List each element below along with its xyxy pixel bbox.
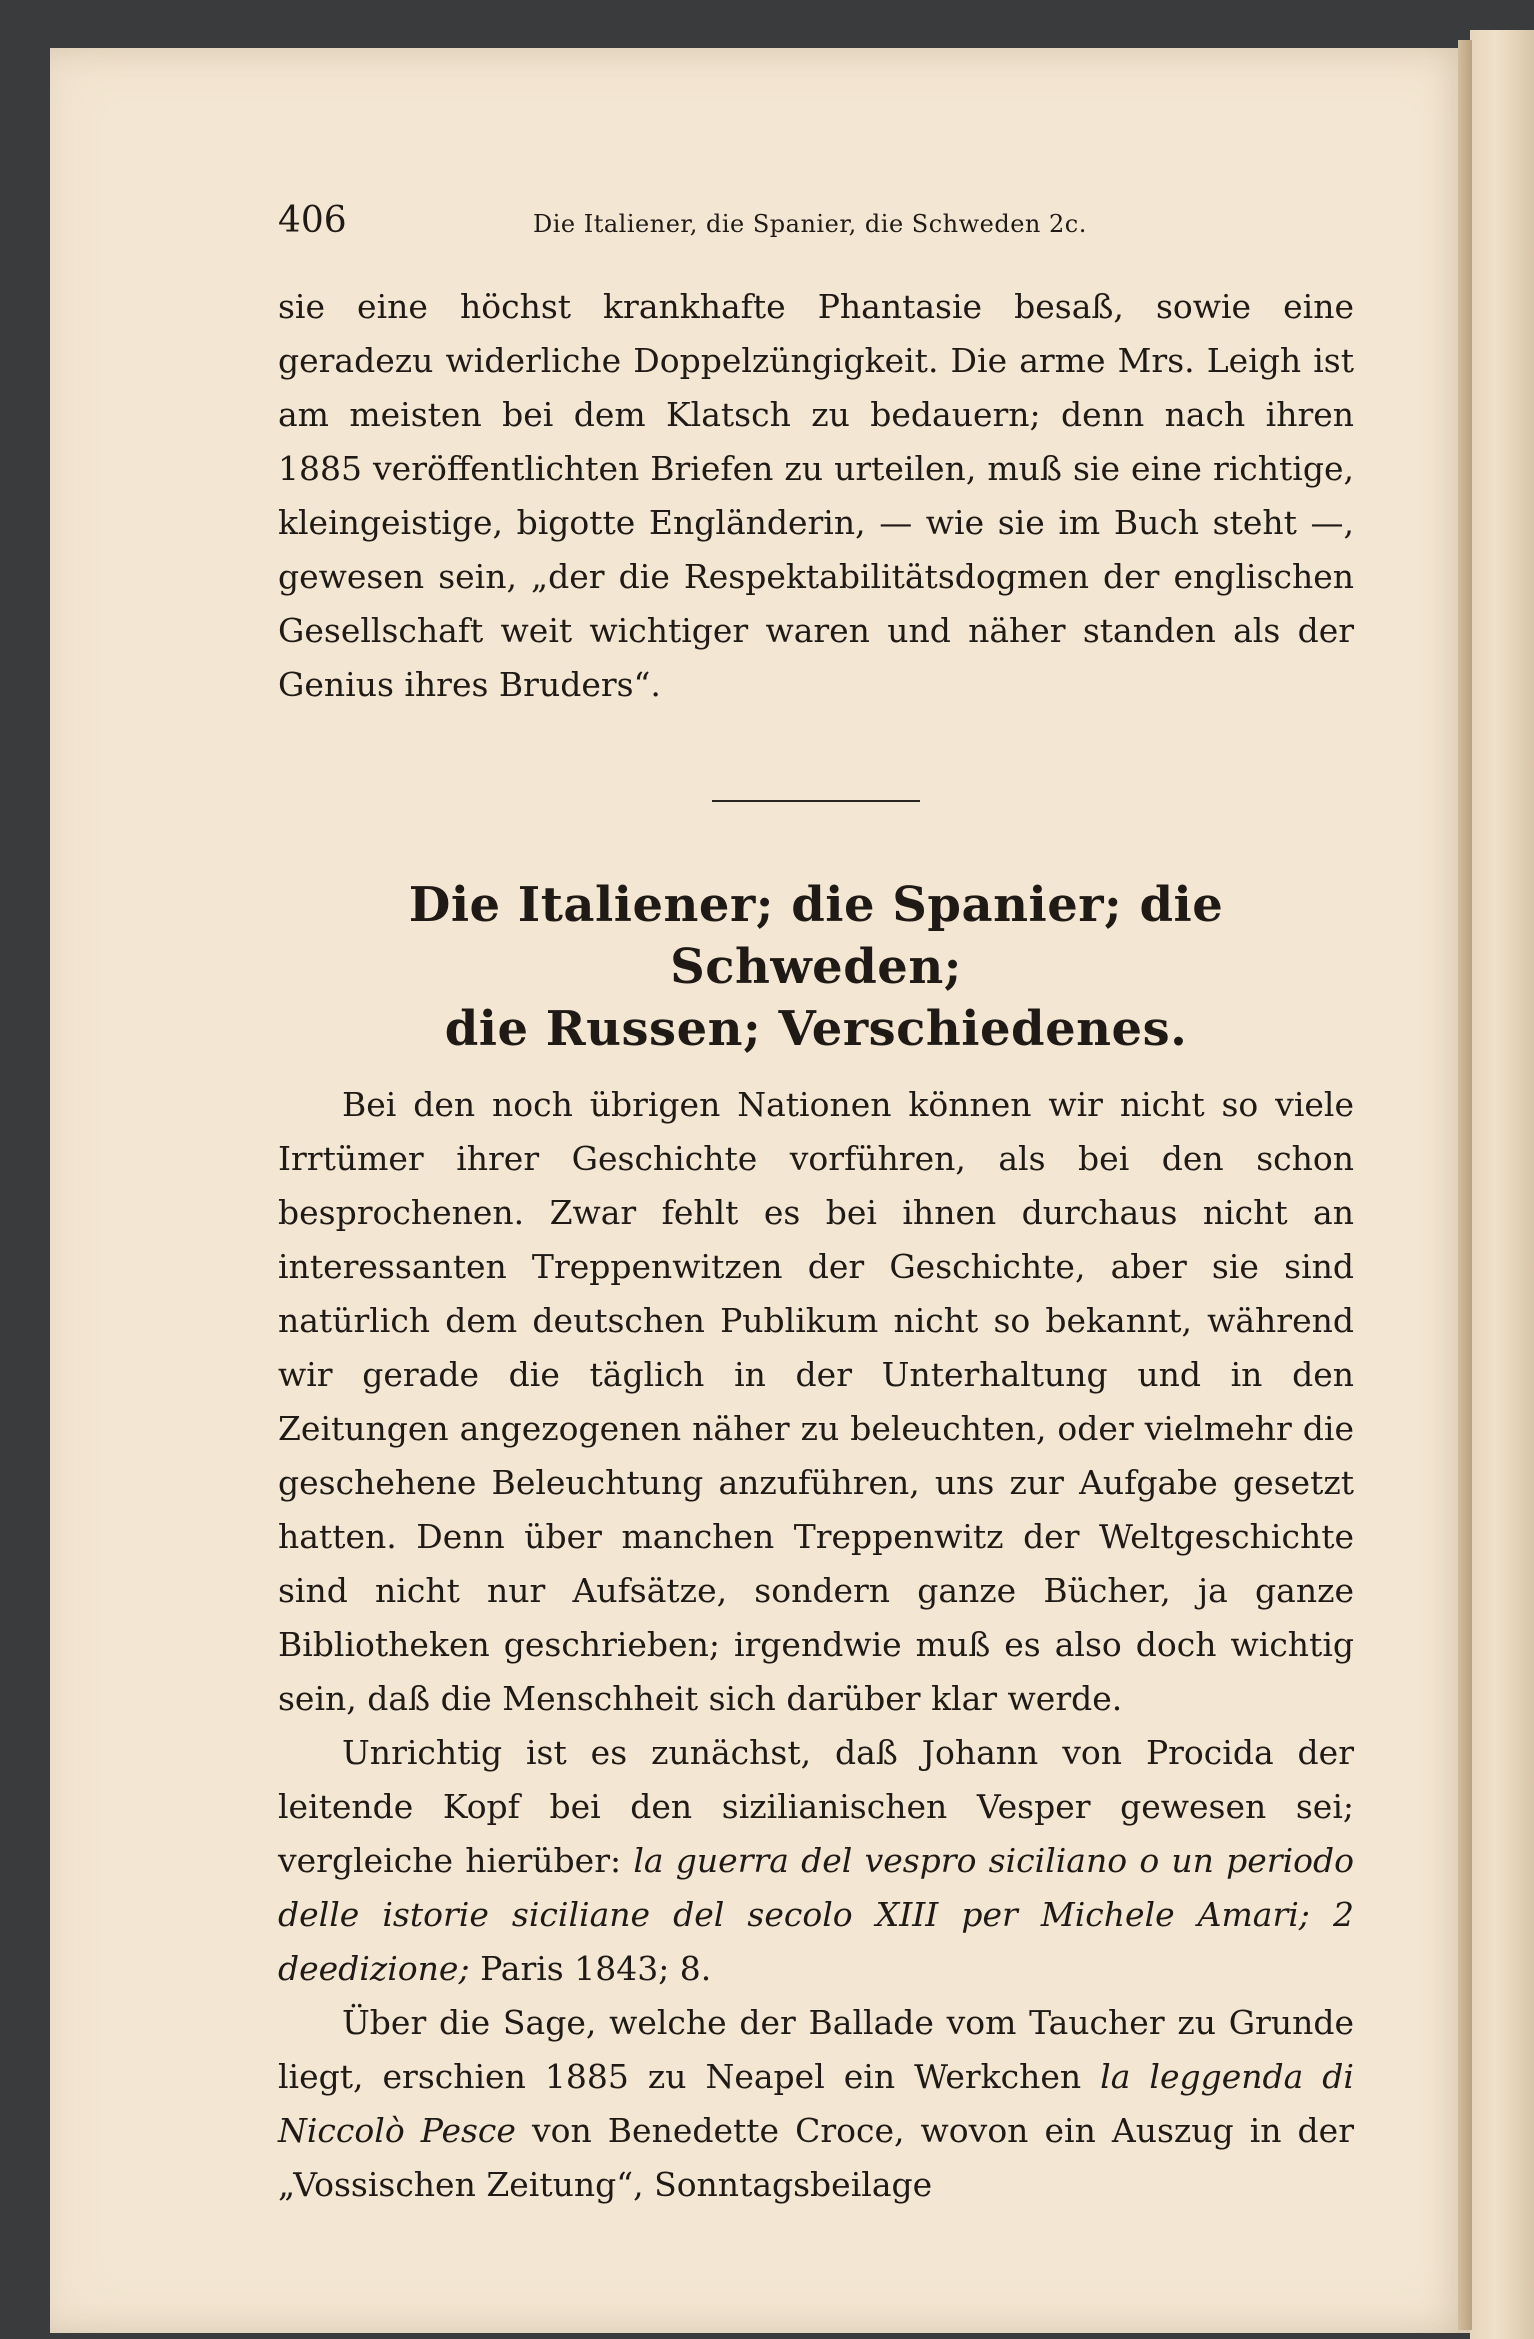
page-gutter-shadow [1458,40,1472,2330]
section-paragraph-2 [278,1726,1354,1996]
paragraph-2-text-start: Unrichtig ist es zunächst, daß Johann von Procida der leitende Kopf bei den sizilianischen Vesper gewesen sei; vergleiche hierüber: [278,1733,1354,1880]
paragraph-2-text-end: Paris 1843; 8. [469,1949,712,1988]
paragraph-2-italic-citation: la guerra del vespro siciliano o un periodo delle istorie siciliane del secolo XIII per Michele Amari; 2 deedizione; [278,1841,1354,1988]
section-paragraph-1: Bei den noch übrigen Nationen können wir nicht so viele Irrtümer ihrer Geschichte vorführen, als bei den schon besprochenen. Zwar fehlt es bei ihnen durchaus nicht an interessanten Treppenwitzen der Geschichte, aber sie sind natürlich dem deutschen Publikum nicht so bekannt, während wir gerade die täglich in der Unterhaltung und in den Zeitungen angezogenen näher zu beleuchten, oder vielmehr die geschehene Beleuchtung anzuführen, uns zur Aufgabe gesetzt hatten. Denn über manchen Treppenwitz der Weltgeschichte sind nicht nur Aufsätze, sondern ganze Bücher, ja ganze Bibliotheken geschrieben; irgendwie muß es also doch wichtig sein, daß die Menschheit sich darüber klar werde. [278,1085,1354,1718]
section-title-line-2: die Russen; Verschiedenes. [444,1001,1188,1057]
page-number: 406 [278,200,347,241]
continued-paragraph: sie eine höchst krankhafte Phantasie besaß, sowie eine geradezu widerliche Doppelzüngigkeit. Die arme Mrs. Leigh ist am meisten bei dem Klatsch zu bedauern; denn nach ihren 1885 veröffentlichten Briefen zu urteilen, muß sie eine richtige, kleingeistige, bigotte Engländerin, — wie sie im Buch steht —, gewesen sein, „der die Respektabilitätsdogmen der englischen Gesellschaft weit wichtiger waren und näher standen als der Genius ihres Bruders“. [278,287,1354,704]
next-page-edge [1470,30,1534,2339]
paragraph-3-italic-title: la leggenda di Niccolò Pesce [278,2057,1354,2150]
paragraph-3-text-start: Über die Sage, welche der Ballade vom Taucher zu Grunde liegt, erschien 1885 zu Neapel ein Werkchen [278,2003,1354,2096]
section-title [278,874,1354,1060]
section-divider [712,800,920,802]
section-title-line-1: Die Italiener; die Spanier; die Schweden; [408,877,1224,995]
section-paragraph-3 [278,1996,1354,2212]
page-content [278,200,1354,2212]
paragraph-3-text-end: von Benedette Croce, wovon ein Auszug in der „Vossischen Zeitung“, Sonntagsbeilage [278,2111,1354,2204]
running-title: Die Italiener, die Spanier, die Schweden 2c. [533,210,1087,238]
running-head [278,200,1354,260]
